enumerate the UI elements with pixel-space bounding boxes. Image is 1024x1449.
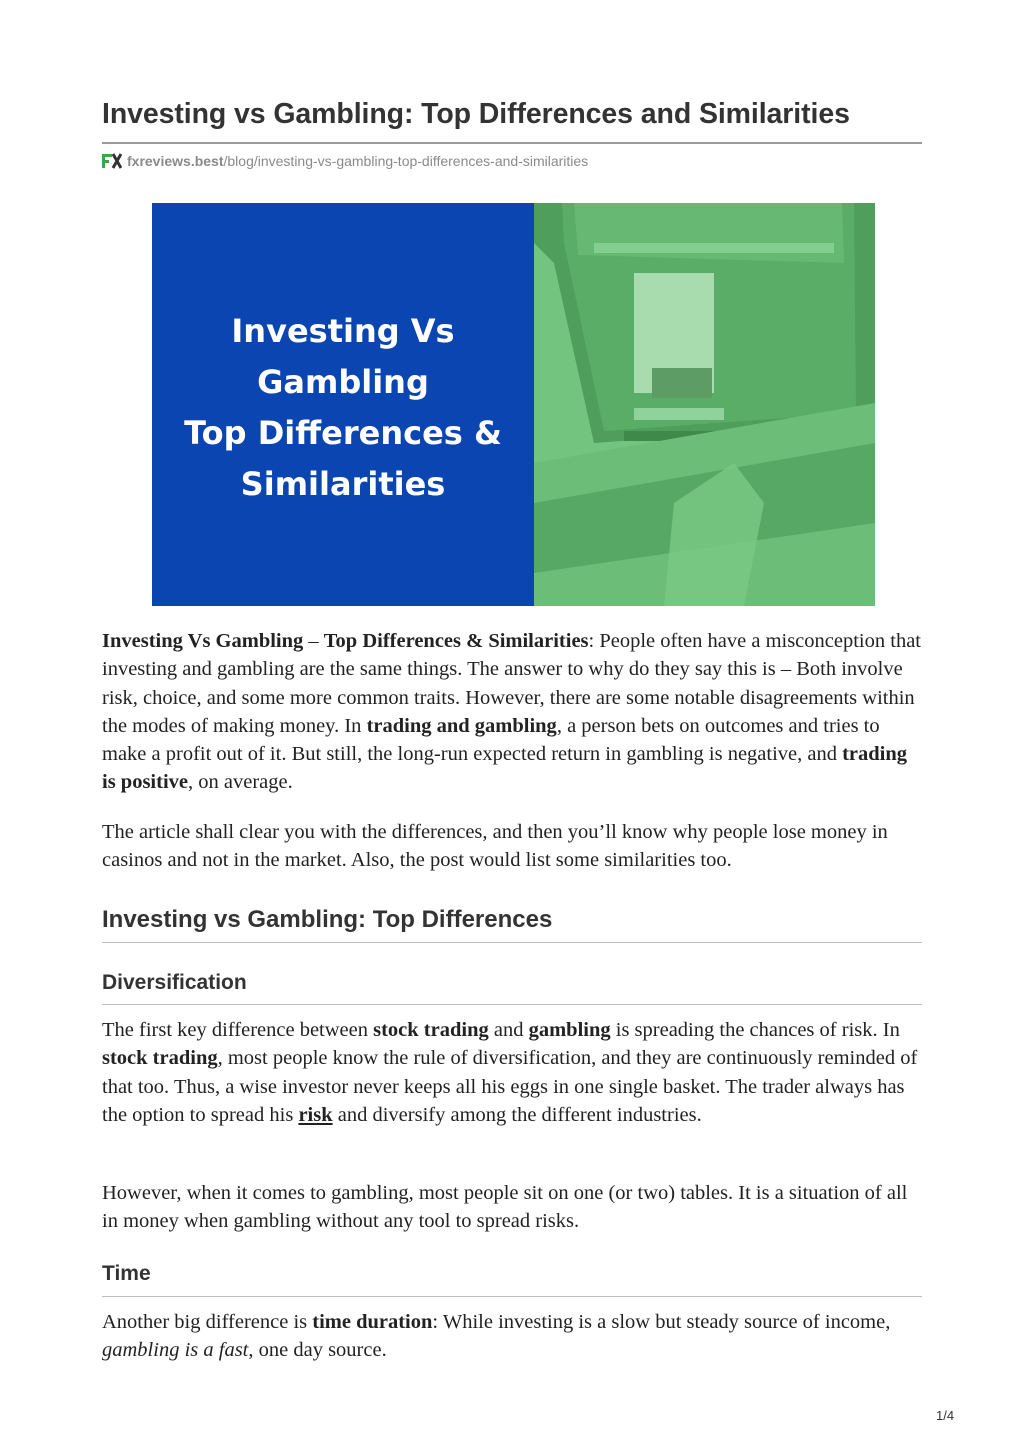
div-text-3: is spreading the chances of risk. In: [610, 1019, 900, 1041]
div-bold-stock-trading: stock trading: [373, 1019, 489, 1041]
source-path: /blog/investing-vs-gambling-top-differences-and-similarities: [223, 153, 589, 169]
hero-laptop-photo: [534, 203, 875, 606]
source-domain: fxreviews.best: [127, 153, 224, 169]
intro-text-2: : People often have a misconception that investing and gambling are the same things. The answer to why do they say this is – Both involve risk, choice, and some more common traits. However, there are some notable disagreements within the modes of making money. In: [102, 630, 921, 737]
article-summary-paragraph: The article shall clear you with the differences, and then you’ll know why people lose money in casinos and not in the market. Also, the post would list some similarities too.: [102, 821, 888, 872]
fxreviews-logo-icon: [102, 153, 122, 169]
div-bold-gambling: gambling: [528, 1019, 611, 1041]
heading-diversification: Diversification: [102, 971, 247, 994]
source-url[interactable]: [102, 152, 588, 170]
hero-line-2: Gambling: [257, 362, 429, 401]
div-text-1: The first key difference between: [102, 1019, 374, 1041]
intro-text-4: , on average.: [188, 771, 293, 794]
heading-time: Time: [102, 1262, 151, 1285]
gambling-tables-paragraph: However, when it comes to gambling, most people sit on one (or two) tables. It is a situation of all in money when gambling without any tool to spread risks.: [102, 1182, 908, 1233]
diversification-paragraph: [102, 1016, 924, 1129]
time-paragraph: [102, 1308, 924, 1365]
intro-bold-subtitle: Top Differences & Similarities: [323, 630, 589, 652]
page-number: 1/4: [936, 1408, 955, 1423]
time-divider: [102, 1296, 922, 1297]
section-divider: [102, 942, 922, 943]
intro-bold-trading-positive: trading is positive: [102, 743, 908, 794]
div-bold-stock-trading-2: stock trading: [102, 1047, 218, 1070]
hero-title: [152, 306, 534, 510]
time-text-2: : While investing is a slow but steady source of income,: [432, 1311, 891, 1333]
laptop-illustration-icon: [534, 203, 875, 606]
page-title: Investing vs Gambling: Top Differences and Similarities: [102, 98, 850, 130]
intro-text-1: –: [303, 630, 324, 652]
time-text-1: Another big difference is: [102, 1311, 313, 1333]
hero-line-4: Similarities: [240, 464, 446, 503]
intro-bold-trading-gambling: trading and gambling: [366, 714, 557, 737]
div-text-5: and diversify among the different industries.: [332, 1103, 702, 1126]
time-italic-fast: gambling is a fast: [102, 1339, 249, 1362]
time-bold-duration: time duration: [312, 1311, 433, 1333]
div-text-2: and: [488, 1019, 529, 1041]
hero-title-panel: [152, 203, 534, 606]
time-text-3: , one day source.: [248, 1339, 387, 1362]
hero-line-3: Top Differences &: [184, 413, 502, 452]
risk-link[interactable]: risk: [298, 1103, 333, 1126]
intro-bold-title: Investing Vs Gambling: [102, 630, 304, 652]
intro-text-3: , a person bets on outcomes and tries to make a profit out of it. But still, the long-run expected return in gambling is negative, and: [102, 714, 880, 766]
title-divider: [102, 142, 922, 144]
div-text-4: , most people know the rule of diversification, and they are continuously reminded of that too. Thus, a wise investor never keeps all his eggs in one single basket. The trader always has the option to spread his: [102, 1047, 918, 1126]
intro-paragraph: [102, 627, 924, 797]
diversification-divider: [102, 1004, 922, 1005]
hero-line-1: Investing Vs: [231, 311, 455, 350]
section-heading-differences: Investing vs Gambling: Top Differences: [102, 906, 553, 933]
hero-image: [152, 203, 875, 606]
